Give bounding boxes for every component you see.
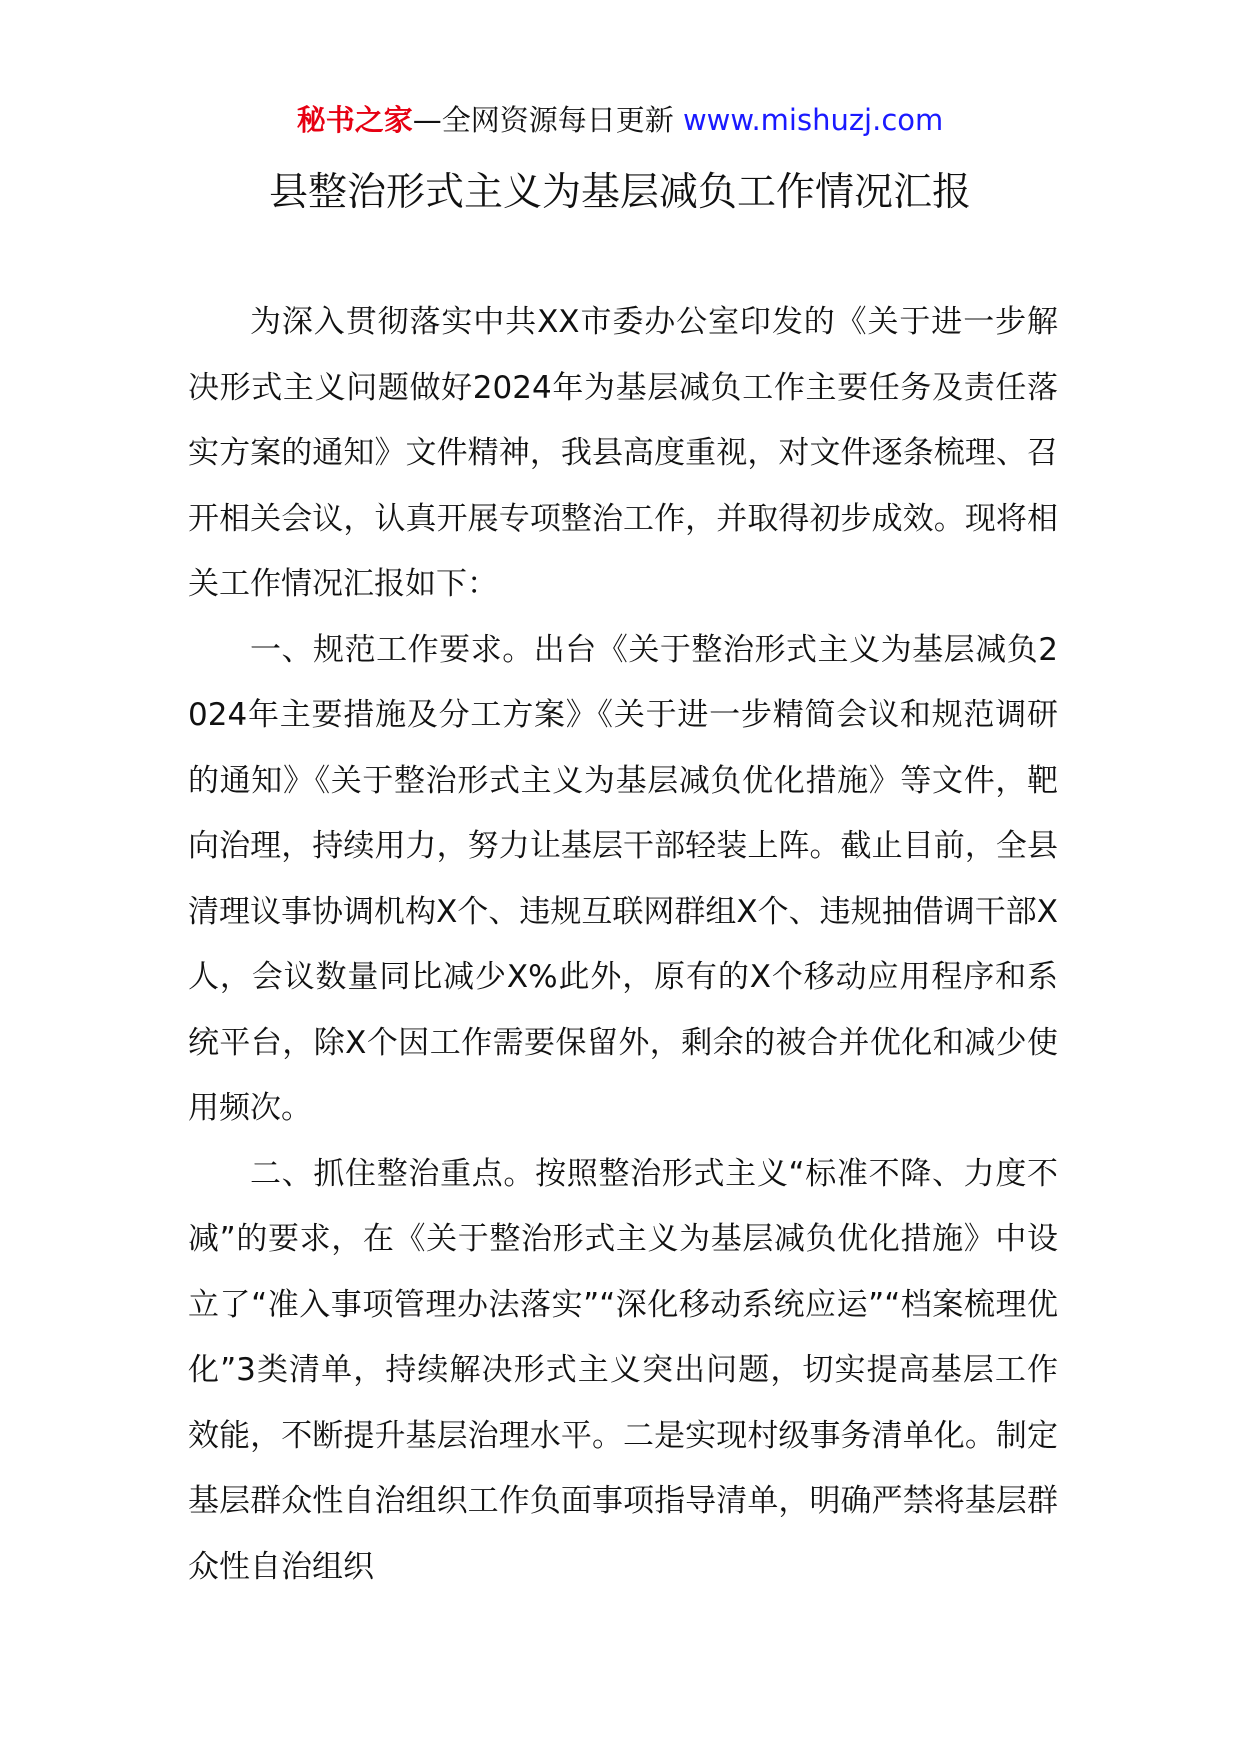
document-body xyxy=(188,290,1058,1600)
brand-name: 秘书之家 xyxy=(296,103,413,137)
header-tagline: —全网资源每日更新 xyxy=(412,103,683,137)
site-url: www.mishuzj.com xyxy=(682,103,944,137)
paragraph-intro: 为深入贯彻落实中共XX市委办公室印发的《关于进一步解决形式主义问题做好2024年为基层减负工作主要任务及责任落实方案的通知》文件精神，我县高度重视，对文件逐条梳理、召开相关会议，认真开展专项整治工作，并取得初步成效。现将相关工作情况汇报如下： xyxy=(188,304,1058,602)
document-title: 县整治形式主义为基层减负工作情况汇报 xyxy=(268,170,971,215)
watermark-header xyxy=(0,100,1240,140)
paragraph-section-1: 一、规范工作要求。出台《关于整治形式主义为基层减负2024年主要措施及分工方案》《关于进一步精简会议和规范调研的通知》《关于整治形式主义为基层减负优化措施》等文件，靶向治理，持续用力，努力让基层干部轻装上阵。截止目前，全县清理议事协调机构X个、违规互联网群组X个、违规抽借调干部X人，会议数量同比减少X%此外，原有的X个移动应用程序和系统平台，除X个因工作需要保留外，剩余的被合并优化和减少使用频次。 xyxy=(188,631,1058,1126)
paragraph-section-2: 二、抓住整治重点。按照整治形式主义“标准不降、力度不减”的要求，在《关于整治形式主义为基层减负优化措施》中设立了“准入事项管理办法落实”“深化移动系统应运”“档案梳理优化”3类清单，持续解决形式主义突出问题，切实提高基层工作效能，不断提升基层治理水平。二是实现村级事务清单化。制定基层群众性自治组织工作负面事项指导清单，明确严禁将基层群众性自治组织 xyxy=(188,1155,1058,1585)
